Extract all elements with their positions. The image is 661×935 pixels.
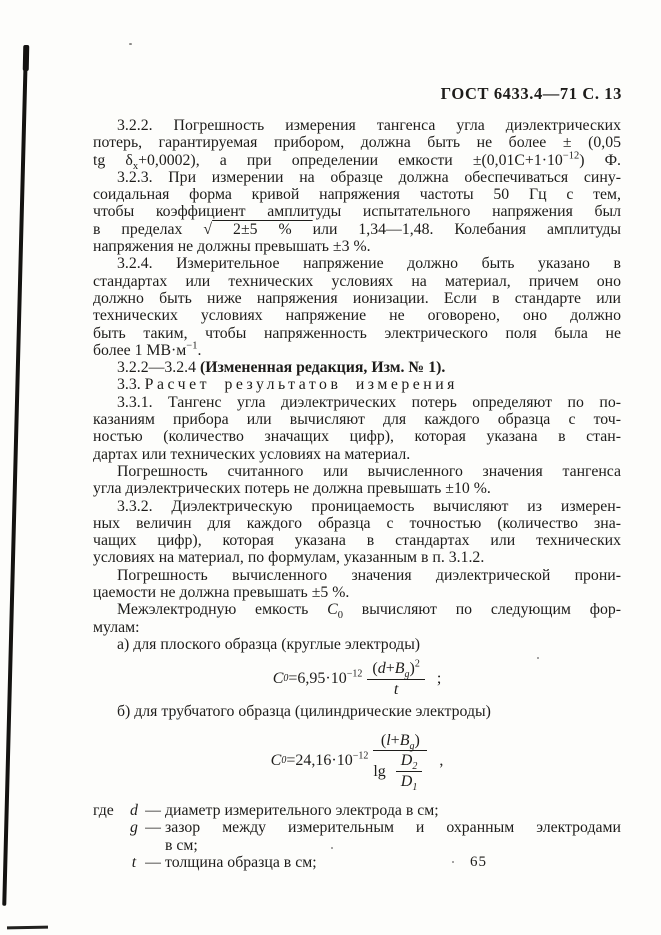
text-line: Погрешность вычисленного значения диэлектрической прони- [117, 566, 621, 584]
log-operator: lg [373, 762, 386, 780]
formula-coefficient: 6,95·10 [297, 670, 347, 688]
document-header-stamp: ГОСТ 6433.4—71 С. 13 [440, 84, 622, 103]
text-line: Межэлектродную емкость $С_0$ вычисляют по следующим фор- [117, 601, 621, 622]
text-line: ных величин для каждого образца с точностью (количество зна- [93, 514, 621, 532]
text-line: казаниям прибора или вычисляют для каждого образца с точ- [93, 411, 621, 429]
formula-plane-capacitance: C 0 = $6,95\cdot 10^{-12}$ $\frac{(d+B_g)^2}{t}$ ; [272, 658, 442, 698]
text-line: потерь, гарантируемая прибором, должна быть не более ± (0,05 [93, 134, 621, 152]
text-line: Погрешность считанного или вычисленного значения тангенса [117, 462, 621, 480]
text-line: условиях на материал, по формулам, указанным в п. 3.1.2. [93, 549, 485, 567]
formula-exponent: −12 [346, 669, 363, 681]
text-line: б) для трубчатого образца (цилиндрические электроды) [117, 702, 491, 720]
text-line: а) для плоского образца (круглые электроды) [117, 635, 421, 653]
text-line: более 1 $МВ\cdot м^{-1}$. [93, 340, 202, 359]
text-line: 3.2.2. Погрешность измерения тангенса угла диэлектрических [117, 117, 621, 134]
definition-item: где d — диаметр измерительного электрода в см; [93, 801, 439, 819]
nested-denominator: $D_1$ [400, 772, 418, 793]
text-line: технических условиях напряжение не оговорено, оно должно [93, 307, 621, 325]
nested-fraction [396, 752, 423, 793]
text-line: 3.3.1. Тангенс угла диэлектрических потерь определяют по по- [117, 393, 621, 411]
text-line: 3.2.2—3.2.4 (Измененная редакция, Изм. № 1). [117, 359, 446, 377]
text-line: должно быть ниже напряжения ионизации. Если в стандарте или [93, 289, 621, 307]
text-line: чащих цифр), которая указана в стандартах или технических [93, 532, 621, 550]
formula-coefficient: 24,16·10 [295, 752, 353, 770]
text-line: 3.2.4. Измерительное напряжение должно быть указано в [117, 255, 621, 273]
text-line: цаемости не должна превышать ±5 %. [93, 584, 350, 602]
text-line: ностью (количество значащих цифр), которая указана в стан- [93, 428, 621, 446]
text-line: соидальная форма кривой напряжения частоты 50 Гц с тем, [93, 186, 621, 204]
text-line: напряжения не должны превышать ±3 %. [93, 238, 371, 256]
fraction-denominator: t [393, 680, 399, 698]
nested-numerator: $D_2$ [396, 752, 423, 771]
definition-item: g — зазор между измерительным и охранным электродами в см; [130, 819, 621, 854]
formula-tube-capacitance: C 0 = $24,16\cdot 10^{-12}$ $(l+B_g)$ lg $\frac{D_2}{D_1}$ , [270, 732, 444, 793]
text-line: дартах или технических условиях на материал. [93, 445, 411, 463]
text-line: в пределах √ 2±5 % или 1,34—1,48. Колебания амплитуды [93, 220, 621, 238]
formula-punctuation: ; [436, 670, 442, 688]
fraction-denominator [373, 751, 427, 793]
text-line: угла диэлектрических потерь не должна превышать ±10 %. [93, 480, 491, 498]
fraction-numerator: $(l+B_g)$ [373, 732, 427, 751]
text-line: 3.2.3. При измерении на образце должна обеспечиваться сину- [117, 168, 621, 186]
definition-item: t — толщина образца в см; [131, 853, 317, 871]
text-line: мулам: [93, 618, 140, 636]
equals-sign: = [288, 670, 298, 688]
scan-speck [129, 43, 132, 45]
definitions-list [93, 802, 621, 871]
text-block-2 [93, 703, 621, 720]
text-line: 3.3.2. Диэлектрическую проницаемость вычисляют из измерен- [117, 497, 621, 515]
formula-symbol-c: C [270, 752, 282, 770]
text-line: стандартах или технических условиях на материал, причем оно [93, 272, 621, 290]
fraction-numerator: $(d+B_g)^2$ [367, 660, 424, 679]
formula-symbol-c: C [272, 670, 284, 688]
scan-edge-blob [22, 45, 29, 71]
text-block-1 [93, 117, 621, 653]
formula-punctuation: , [439, 752, 444, 770]
fraction [367, 660, 424, 698]
equals-sign: = [286, 752, 296, 770]
text-line: чтобы коэффициент амплитуды испытательного напряжения был [93, 203, 621, 221]
fraction [373, 732, 427, 793]
scan-edge-line [2, 46, 27, 906]
body-text [93, 117, 621, 871]
text-line: tg $\delta_х+0,0002$), а при определении емкости $\pm(0,01С+1\cdot 10^{-12})$ Ф. [93, 150, 622, 172]
page-number: 65 [470, 854, 487, 870]
text-line: быть таким, чтобы напряженность электрического поля была не [93, 324, 621, 342]
text-line: 3.3. Расчет результатов измерения [117, 376, 458, 394]
formula-exponent: −12 [352, 751, 369, 763]
scan-bottom-mark [7, 926, 48, 930]
